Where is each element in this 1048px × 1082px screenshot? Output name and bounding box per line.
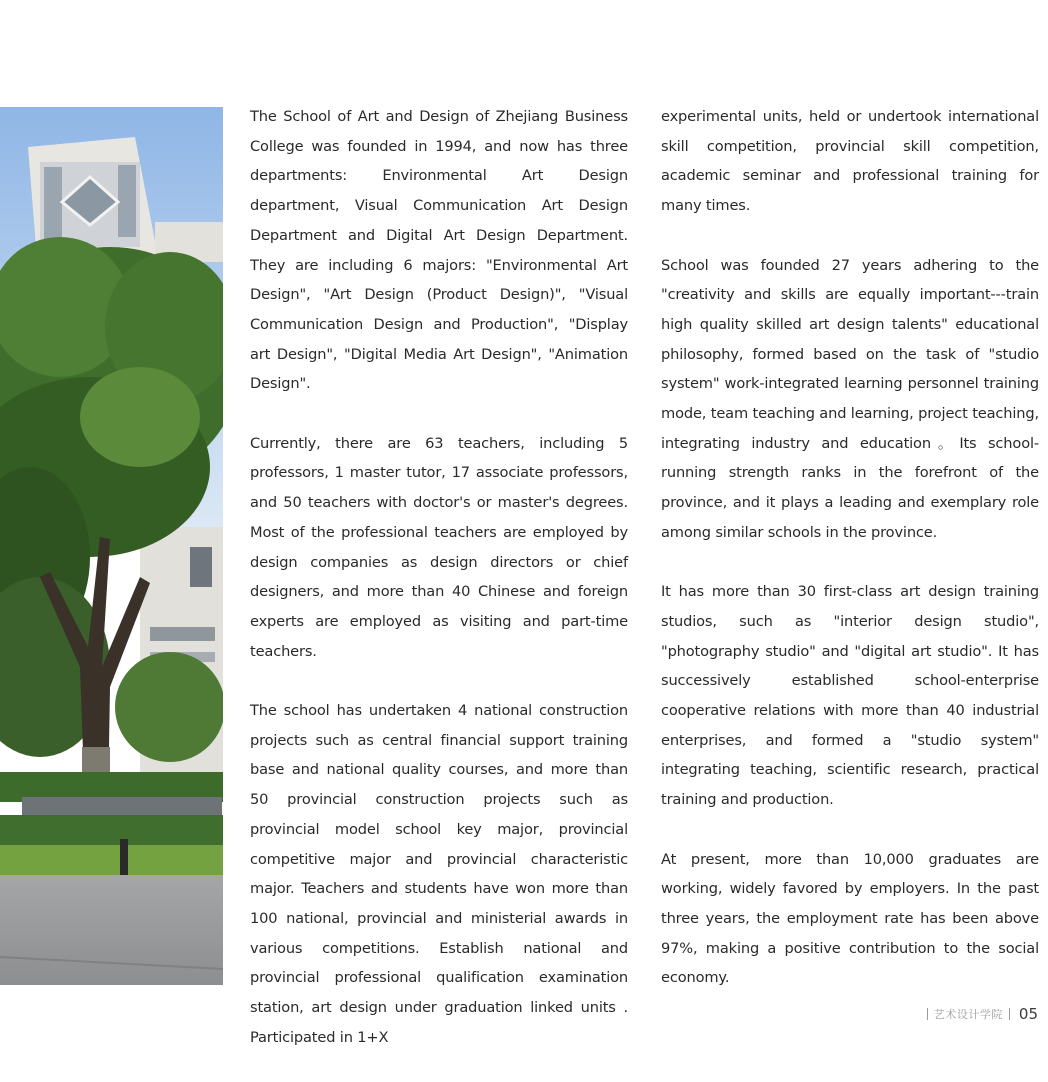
text-column-right: [661, 102, 1039, 1023]
paragraph-studios: It has more than 30 first-class art design training studios, such as "interior design studio", "photography studio" and "digital art studio". It has successively established school-enterprise cooperative relations with more than 40 industrial enterprises, and formed a "studio system" integrating teaching, scientific research, practical training and production.: [661, 583, 1039, 809]
paragraph-graduates: At present, more than 10,000 graduates are working, widely favored by employers. In the past three years, the employment rate has been above 97%, making a positive contribution to the social economy.: [661, 850, 1039, 987]
divider: [927, 1008, 928, 1020]
tree-canopy: [0, 237, 223, 762]
paragraph-projects-continued: experimental units, held or undertook international skill competition, provincial skill competition, academic seminar and professional training for many times.: [661, 108, 1039, 215]
low-wall: [22, 797, 222, 817]
text-column-left: [250, 102, 628, 1082]
page-footer: [927, 1003, 1038, 1025]
paragraph-history: The School of Art and Design of Zhejiang Business College was founded in 1994, and now has three departments: Environmental Art Design department, Visual Communication Art Design Department and Digital Art Design Department. They are including 6 majors: "Environmental Art Design", "Art Design (Product Design)", "Visual Communication Design and Production", "Display art Design", "Digital Media Art Design", "Animation Design".: [250, 108, 628, 393]
road: [0, 875, 223, 985]
paragraph-projects: The school has undertaken 4 national construction projects such as central financial support training base and national quality courses, and more than 50 provincial construction projects such as provincial model school key major, provincial competitive major and provincial characteristic major. Teachers and students have won more than 100 national, provincial and ministerial awards in various competitions. Establish national and provincial professional qualification examination station, art design under graduation linked units . Participated in 1+X: [250, 702, 628, 1046]
paragraph-philosophy: School was founded 27 years adhering to the "creativity and skills are equally important---train high quality skilled art design talents" educational philosophy, formed based on the task of "studio system" work-integrated learning personnel training mode, team teaching and learning, project teaching, integrating industry and education。Its school-running strength ranks in the forefront of the province, and it plays a leading and exemplary role among similar schools in the province.: [661, 256, 1039, 541]
divider: [1009, 1008, 1010, 1020]
paragraph-faculty: Currently, there are 63 teachers, including 5 professors, 1 master tutor, 17 associate professors, and 50 teachers with doctor's or master's degrees. Most of the professional teachers are employed by design companies as design directors or chief designers, and more than 40 Chinese and foreign experts are employed as visiting and part-time teachers.: [250, 434, 628, 660]
campus-photo: [0, 107, 223, 985]
shrubs: [0, 815, 223, 845]
campus-photo-illustration: [0, 107, 223, 985]
lamp-post: [120, 839, 128, 877]
section-label: 艺术设计学院: [933, 1008, 1003, 1021]
grass: [0, 845, 223, 875]
page-number: 05: [1018, 1005, 1038, 1023]
